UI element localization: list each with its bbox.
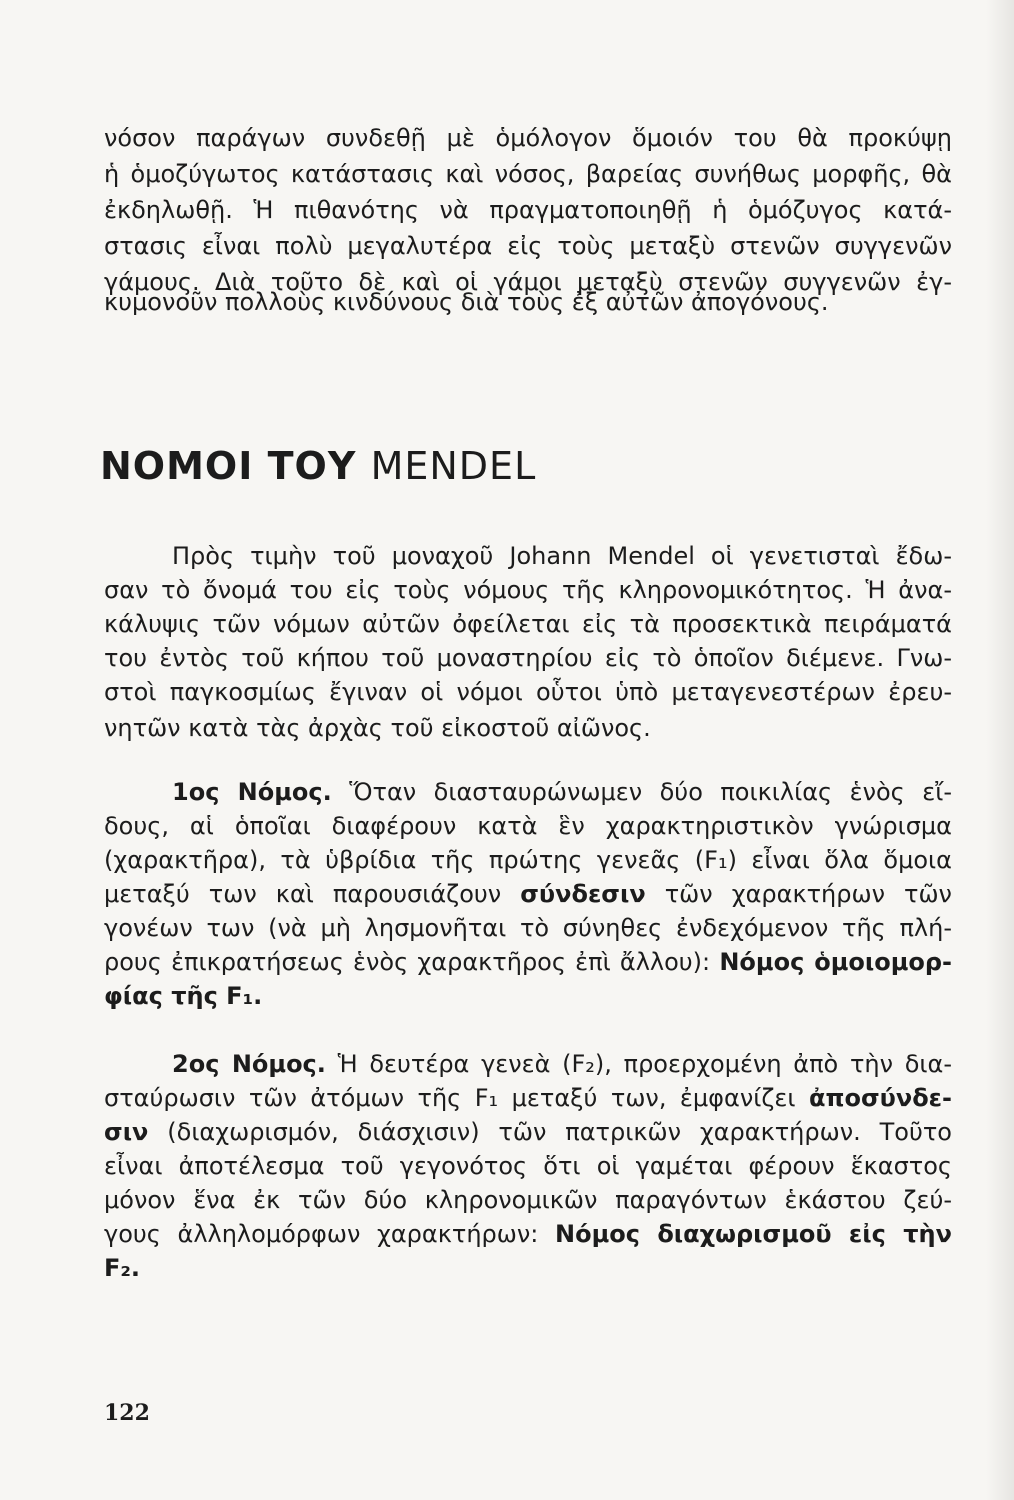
- law2-text: Ἡ δευτέρα γενεὰ (F₂), προερχομένη ἀπὸ τὴν δια-: [337, 1050, 952, 1078]
- text-line: ἐκδηλωθῇ. Ἡ πιθανότης νὰ πραγματοποιηθῇ ἡ ὁμόζυγος κατά-: [104, 196, 952, 224]
- law2-term: σιν: [104, 1118, 149, 1146]
- text-line: του ἐντὸς τοῦ κήπου τοῦ μοναστηρίου εἰς τὸ ὁποῖον διέμενε. Γνω-: [104, 644, 952, 672]
- law1-line-end: [104, 980, 952, 1012]
- text-line: δους, αἱ ὁποῖαι διαφέρουν κατὰ ἓν χαρακτηριστικὸν γνώρισμα: [104, 812, 952, 840]
- law1-title-end: φίας τῆς F₁.: [104, 982, 263, 1010]
- law1-text: ρους ἐπικρατήσεως ἑνὸς χαρακτῆρος ἐπὶ ἄλλου):: [104, 948, 711, 976]
- law2-text: σταύρωσιν τῶν ἀτόμων τῆς F₁ μεταξύ των, ἐμφανίζει: [104, 1084, 796, 1112]
- law1-label: 1ος Νόμος.: [172, 778, 332, 806]
- law1-term: σύνδεσιν: [520, 880, 646, 908]
- law2-line: [104, 1082, 952, 1114]
- law2-line: [172, 1048, 952, 1080]
- text-line: (χαρακτῆρα), τὰ ὑβρίδια τῆς πρώτης γενεᾶς (F₁) εἶναι ὅλα ὅμοια: [104, 846, 952, 874]
- text-line: κάλυψις τῶν νόμων αὐτῶν ὀφείλεται εἰς τὰ προσεκτικὰ πειράματά: [104, 610, 952, 638]
- heading-part1: ΝΟΜΟΙ ΤΟΥ: [100, 444, 357, 488]
- text-line: σαν τὸ ὄνομά του εἰς τοὺς νόμους τῆς κληρονομικότητος. Ἡ ἀνα-: [104, 576, 952, 604]
- page-edge-shadow: [986, 0, 1014, 1500]
- law2-line: [104, 1116, 952, 1148]
- law2-title: Νόμος διαχωρισμοῦ εἰς τὴν: [555, 1220, 952, 1248]
- law2-line-end: [104, 1252, 952, 1284]
- law2-text: γους ἀλληλομόρφων χαρακτήρων:: [104, 1220, 539, 1248]
- text-line: στοὶ παγκοσμίως ἔγιναν οἱ νόμοι οὗτοι ὑπὸ μεταγενεστέρων ἐρευ-: [104, 678, 952, 706]
- law2-term: ἀποσύνδε-: [808, 1084, 952, 1112]
- text-line: στασις εἶναι πολὺ μεγαλυτέρα εἰς τοὺς μεταξὺ στενῶν συγγενῶν: [104, 232, 952, 260]
- law1-line: [104, 946, 952, 978]
- page-number: 122: [104, 1400, 150, 1426]
- section-heading: [100, 444, 536, 488]
- text-line: Πρὸς τιμὴν τοῦ μοναχοῦ Johann Mendel οἱ γενετισταὶ ἔδω-: [172, 542, 952, 570]
- law1-text: Ὅταν διασταυρώνωμεν δύο ποικιλίας ἑνὸς εἴ-: [349, 778, 952, 806]
- text-line: γάμους. Διὰ τοῦτο δὲ καὶ οἱ γάμοι μεταξὺ στενῶν συγγενῶν ἐγ-: [104, 268, 952, 296]
- law1-line: [104, 878, 952, 910]
- text-line: κυμονοῦν πολλοὺς κινδύνους διὰ τοὺς ἐξ αὐτῶν ἀπογόνους.: [104, 288, 829, 316]
- law2-label: 2ος Νόμος.: [172, 1050, 326, 1078]
- heading-part2: MENDEL: [370, 444, 537, 488]
- text-line: γονέων των (νὰ μὴ λησμονῆται τὸ σύνηθες ἐνδεχόμενον τῆς πλή-: [104, 914, 952, 942]
- text-line: νόσον παράγων συνδεθῇ μὲ ὁμόλογον ὅμοιόν του θὰ προκύψῃ: [104, 124, 952, 152]
- law1-title: Νόμος ὁμοιομορ-: [719, 948, 952, 976]
- law2-text: (διαχωρισμόν, διάσχισιν) τῶν πατρικῶν χαρακτήρων. Τοῦτο: [167, 1118, 952, 1146]
- text-line: εἶναι ἀποτέλεσμα τοῦ γεγονότος ὅτι οἱ γαμέται φέρουν ἕκαστος: [104, 1152, 952, 1180]
- law2-title-end: F₂.: [104, 1254, 141, 1282]
- law2-line: [104, 1218, 952, 1250]
- text-line: νητῶν κατὰ τὰς ἀρχὰς τοῦ εἰκοστοῦ αἰῶνος.: [104, 714, 651, 742]
- law1-line: [172, 776, 952, 808]
- text-line: ἡ ὁμοζύγωτος κατάστασις καὶ νόσος, βαρείας συνήθως μορφῆς, θὰ: [104, 160, 952, 188]
- text-line: μόνον ἕνα ἐκ τῶν δύο κληρονομικῶν παραγόντων ἑκάστου ζεύ-: [104, 1186, 952, 1214]
- law1-text: μεταξύ των καὶ παρουσιάζουν: [104, 880, 502, 908]
- law1-text: τῶν χαρακτήρων τῶν: [664, 880, 952, 908]
